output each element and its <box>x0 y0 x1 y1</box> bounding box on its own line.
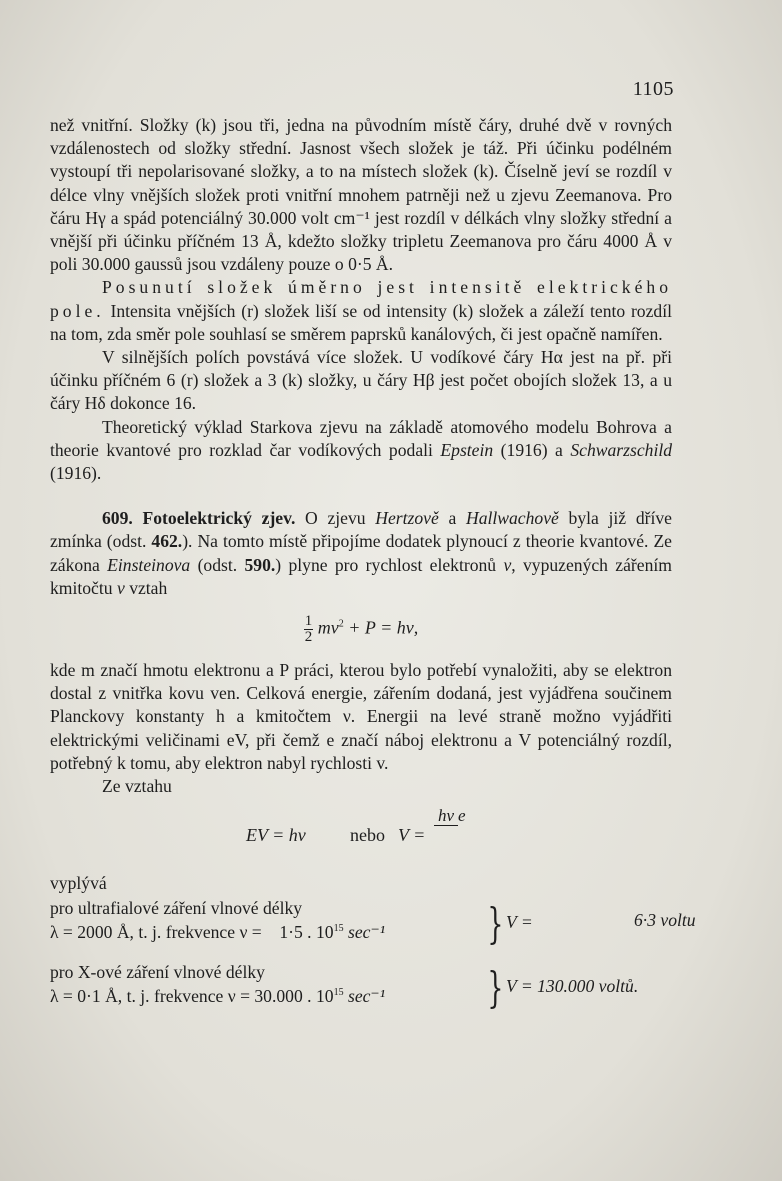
section-609 <box>50 507 672 600</box>
page-body <box>50 114 696 1013</box>
uv-line1: pro ultrafialové záření vlnové délky <box>50 898 303 919</box>
fraction-hv-e <box>434 806 466 826</box>
xray-voltage: V = 130.000 voltů. <box>506 976 639 997</box>
s-text-f: ) plyne pro rychlost elektronů <box>275 554 497 575</box>
brace-icon: } <box>487 963 504 1013</box>
eq-mv: mv <box>317 617 339 638</box>
eq-rest: + P = hν, <box>343 617 419 638</box>
s-text-c: byla již dříve zmínka (odst. <box>50 508 672 552</box>
brace-icon: } <box>487 899 504 949</box>
eq-ev-left: EV = hν <box>246 825 306 846</box>
eq-square: 2 <box>338 618 344 630</box>
fraction-e: e <box>458 806 466 826</box>
paragraph-shift-text: Intensita vnějších (r) složek liší se od intensity (k) složek a záleží tento rozdíl na tom, zda směr pole souhlasí se směrem paprsků kanálových, či jest opačně namířen. <box>50 300 672 344</box>
uv-lambda: λ = 2000 Å, t. j. frekvence ν = <box>50 922 262 943</box>
symbol-nu: ν <box>116 577 125 598</box>
paragraph-stark-components: než vnitřní. Složky (k) jsou tři, jedna na původním místě čáry, druhé dvě v rovných vzdálenostech od složky střední. Jasnost všech složek je táž. Při účinku podélném vystoupí tři nepolarisované složky, a to na místech složek (k). Číselně jeví se rozdíl v délce vlny vnějších složek proti vnitřní mnohem patrněji než u zjevu Zeemanova. Pro čáru Hγ a spád potenciálný 30.000 volt cm⁻¹ jest rozdíl v délkách vlny složky střední a vnější při účinku příčném 13 Å, kdežto složky tripletu Zeemanova pro čáru 4000 Å v poli 30.000 gaussů jsou vzdáleny pouze o 0·5 Å. <box>50 115 672 275</box>
page-number: 1105 <box>632 78 674 100</box>
fraction-half <box>304 614 314 645</box>
equation-ev <box>50 806 672 866</box>
s-text-d: ). Na tomto místě připojíme dodatek plynoucí z theorie kvantové. Ze zákona <box>50 531 672 575</box>
uv-unit: sec⁻¹ <box>347 922 386 943</box>
paragraph-ze-vztahu: Ze vztahu <box>102 776 172 797</box>
fraction-den: 2 <box>304 629 313 646</box>
author-schwarzschild: Schwarzschild <box>570 439 673 460</box>
xray-line1: pro X-ové záření vlnové délky <box>50 962 265 983</box>
fraction-num: 1 <box>304 613 313 630</box>
xray-exp: 15 <box>333 987 344 999</box>
s-text-b: a <box>448 508 457 529</box>
name-einstein: Einsteinova <box>107 554 191 575</box>
uv-line2 <box>50 921 385 944</box>
theory-text: Theoretický výklad Starkova zjevu na základě atomového modelu Bohrova a theorie kvantové pro rozklad čar vodíkových podali <box>50 416 672 460</box>
paragraph-shift <box>50 276 672 346</box>
s-text-g: , vypuzených zářením kmitočtu <box>50 554 672 598</box>
theory-text-end: (1916). <box>50 463 102 484</box>
name-hallwachs: Hallwachově <box>466 508 559 529</box>
equation-einstein <box>50 614 672 645</box>
eq-or: nebo <box>350 825 385 846</box>
paragraph-stronger-fields: V silnějších polích povstává více složek. U vodíkové čáry Hα jest na př. při účinku příčném 6 (r) složek a 3 (k) složky, u čáry Hβ jest počet obojích složek 13, a u čáry Hδ dokonce 16. <box>50 347 672 414</box>
fraction-hv: hν <box>434 806 458 826</box>
name-hertz: Hertzově <box>375 508 439 529</box>
spaced-emphasis: Posunutí složek úměrno jest intensitě elektrického pole. <box>50 277 672 321</box>
s-text-h: vztah <box>129 577 168 598</box>
xray-unit: sec⁻¹ <box>347 986 385 1007</box>
section-title: Fotoelektrický zjev. <box>142 508 296 529</box>
ref-590: 590. <box>244 554 276 575</box>
uv-eq: V = <box>506 912 533 933</box>
s-text-a: O zjevu <box>305 508 366 529</box>
eq-v: V = <box>398 825 426 846</box>
section-number: 609. <box>102 508 133 529</box>
xray-line2 <box>50 985 385 1008</box>
theory-text-mid: (1916) a <box>500 439 563 460</box>
xray-result <box>50 961 672 1011</box>
paragraph-explanation: kde m značí hmotu elektronu a P práci, kterou bylo potřebí vynaložiti, aby se elektron dostal z vnitřka kovu ven. Celková energie, zářením dodaná, jest vyjádřena součinem Planckovy konstanty h a kmitočtem ν. Energii na levé straně možno vyjádřiti elektrickými veličinami eV, při čemž e značí náboj elektronu a V potenciálný rozdíl, potřebný k tomu, aby elektron nabyl rychlosti v. <box>50 660 672 773</box>
ref-462: 462. <box>151 531 183 552</box>
label-vyplyva: vyplývá <box>50 873 107 894</box>
uv-exp: 15 <box>333 923 344 935</box>
paragraph-theory <box>50 416 672 486</box>
uv-result <box>50 897 696 949</box>
author-epstein: Epstein <box>440 439 494 460</box>
s-text-e: (odst. <box>197 554 238 575</box>
uv-voltage: 6·3 voltu <box>634 910 696 931</box>
uv-freq: 1·5 . 10 <box>279 922 334 943</box>
symbol-v: v <box>503 554 512 575</box>
xray-lambda: λ = 0·1 Å, t. j. frekvence ν = 30.000 . 10 <box>50 986 334 1007</box>
